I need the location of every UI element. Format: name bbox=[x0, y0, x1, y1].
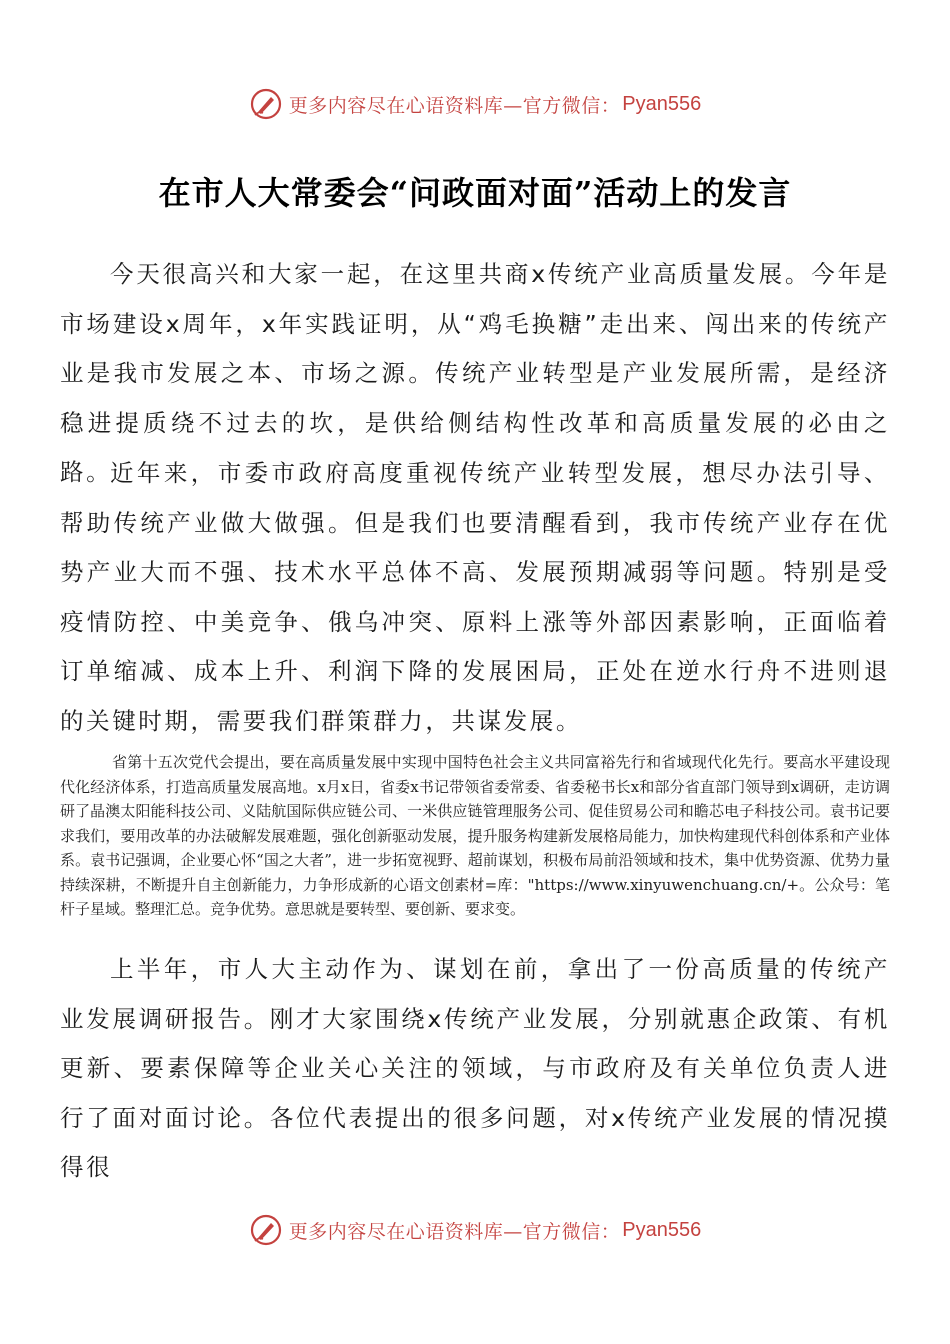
watermark-banner-bottom bbox=[0, 1208, 950, 1252]
body-paragraph-2: 近年来，市委市政府高度重视传统产业转型发展，想尽办法引导、帮助传统产业做大做强。但是我们也要清醒看到，我市传统产业存在优势产业大而不强、技术水平总体不高、发展预期减弱等问题。特别是受疫情防控、中美竞争、俄乌冲突、原料上涨等外部因素影响，正面临着订单缩减、成本上升、利润下降的发展困局，正处在逆水行舟不进则退的关键时期，需要我们群策群力，共谋发展。 bbox=[60, 459, 890, 735]
watermark-text: 更多内容尽在心语资料库—官方微信： bbox=[288, 94, 621, 117]
pen-logo-icon bbox=[249, 87, 283, 121]
pen-logo-icon bbox=[249, 1213, 283, 1247]
watermark-text: 更多内容尽在心语资料库—官方微信： bbox=[288, 1220, 621, 1243]
body-paragraph-3: 上半年，市人大主动作为、谋划在前，拿出了一份高质量的传统产业发展调研报告。刚才大家围绕x传统产业发展，分别就惠企政策、有机更新、要素保障等企业关心关注的领域，与市政府及有关单位负责人进行了面对面讨论。各位代表提出的很多问题，对x传统产业发展的情况摸得很 bbox=[60, 955, 890, 1181]
inserted-small-paragraph: 省第十五次党代会提出，要在高质量发展中实现中国特色社会主义共同富裕先行和省域现代化先行。要高水平建设现代化经济体系，打造高质量发展高地。x月x日，省委x书记带领省委常委、省委秘书长x和部分省直部门领导到x调研，走访调研了晶澳太阳能科技公司、义陆航国际供应链公司、一米供应链管理服务公司、促佳贸易公司和瞻芯电子科技公司。袁书记要求我们，要用改革的办法破解发展难题，强化创新驱动发展，提升服务构建新发展格局能力，加快构建现代科创体系和产业体系。袁书记强调，企业要心怀“国之大者”，进一步拓宽视野、超前谋划，积极布局前沿领域和技术，集中优势资源、优势力量持续深耕，不断提升自主创新能力，力争形成新的心语文创素材=库："https://www.xinyuwenchuang.cn/+。公众号：笔杆子星域。整理汇总。竞争优势。意思就是要转型、要创新、要求变。 bbox=[60, 753, 890, 918]
watermark-wechat-id: Pyan556 bbox=[622, 92, 702, 115]
body-paragraph-1: 今天很高兴和大家一起，在这里共商x传统产业高质量发展。今年是市场建设x周年，x年实践证明，从“鸡毛换糖”走出来、闯出来的传统产业是我市发展之本、市场之源。传统产业转型是产业发展所需，是经济稳进提质绕不过去的坎，是供给侧结构性改革和高质量发展的必由之路。 bbox=[60, 260, 890, 486]
document-title: 在市人大常委会“问政面对面”活动上的发言 bbox=[158, 174, 792, 212]
watermark-wechat-id: Pyan556 bbox=[622, 1218, 702, 1241]
watermark-banner-top bbox=[0, 82, 950, 126]
